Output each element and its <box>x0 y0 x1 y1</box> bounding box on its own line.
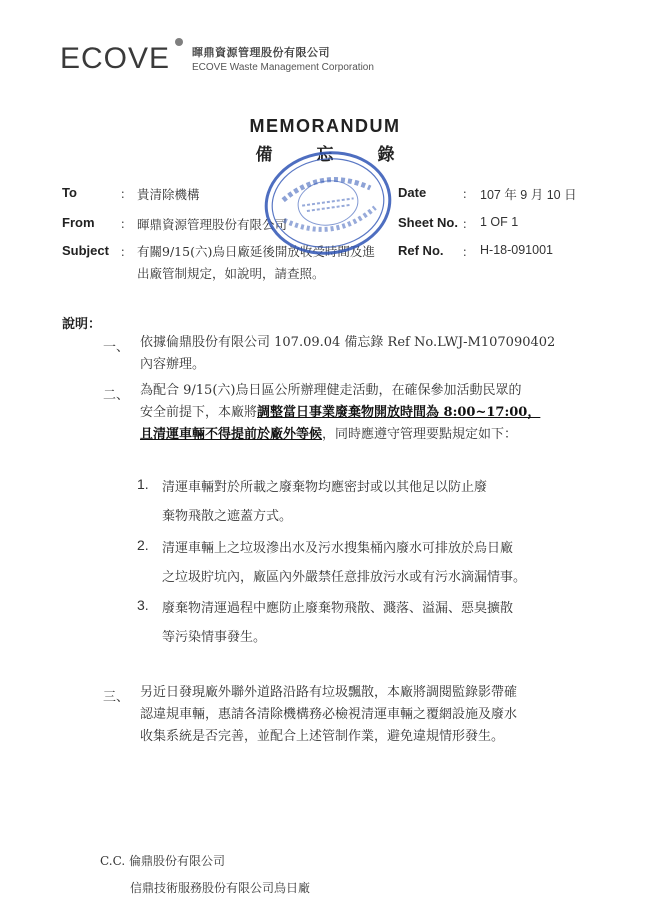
to-label: To <box>62 185 77 200</box>
memo-title: MEMORANDUM <box>249 116 401 136</box>
subject-value: 有關9/15(六)烏日廠延後開放收受時間及進出廠管制規定，如說明，請查照。 <box>137 244 375 281</box>
rule-2-number: 2. <box>137 537 149 553</box>
item-3-line3: 收集系統是否完善，並配合上述管制作業，避免違規情形發生。 <box>140 729 505 744</box>
rule-3-line2: 等污染情事發生。 <box>162 630 267 645</box>
rule-1-line1: 清運車輛對於所載之廢棄物均應密封或以其他足以防止廢 <box>162 480 488 495</box>
rule-3-line1: 廢棄物清運過程中應防止廢棄物飛散、濺落、溢漏、惡臭擴散 <box>162 601 514 616</box>
to-colon: ： <box>120 187 133 201</box>
logo-mark-icon <box>175 38 183 46</box>
from-colon: ： <box>120 217 133 231</box>
rule-2-line2: 之垃圾貯坑內，廠區內外嚴禁任意排放污水或有污水滴漏情事。 <box>162 570 527 585</box>
item-2-line3-emphasis: 且清運車輛不得提前於廠外等候 <box>140 427 323 442</box>
date-value: 107 年 9 月 10 日 <box>480 188 577 202</box>
company-logo: ECOVE <box>60 42 171 75</box>
rule-1-number: 1. <box>137 476 149 492</box>
from-label: From <box>62 215 95 230</box>
item-2-line3 <box>140 424 517 446</box>
sheet-label: Sheet No. <box>398 215 458 230</box>
subject-colon: ： <box>120 245 133 259</box>
explanation-label: 說明： <box>62 317 102 332</box>
ref-value: H-18-091001 <box>480 243 553 257</box>
ref-label: Ref No. <box>398 243 444 258</box>
memo-title-cn: 備忘錄 <box>255 145 439 165</box>
to-value: 貴清除機構 <box>137 187 200 202</box>
cc-recipient-1: 倫鼎股份有限公司 <box>128 854 225 868</box>
item-2-number: 二、 <box>103 388 130 403</box>
rule-2-line1: 清運車輛上之垃圾滲出水及污水搜集桶內廢水可排放於烏日廠 <box>162 541 514 556</box>
item-2-line2 <box>140 402 540 424</box>
item-3-number: 三、 <box>103 690 130 705</box>
cc-line-1 <box>100 852 225 869</box>
item-3-line2: 認違規車輛，惠請各清除機構務必檢視清運車輛之覆網設施及廢水 <box>140 707 518 722</box>
ref-colon: ： <box>462 245 475 259</box>
item-1-line2: 內容辦理。 <box>140 357 206 372</box>
company-name-en: ECOVE Waste Management Corporation <box>192 62 374 73</box>
from-value: 暉鼎資源管理股份有限公司 <box>137 217 288 232</box>
item-2-line1: 為配合 9/15(六)烏日區公所辦理健走活動，在確保參加活動民眾的 <box>140 383 522 398</box>
item-1-number: 一、 <box>103 340 130 355</box>
item-3-line1: 另近日發現廠外聯外道路沿路有垃圾飄散，本廠將調閱監錄影帶確 <box>140 685 518 700</box>
cc-label: C.C. <box>100 854 126 868</box>
cc-recipient-2: 信鼎技術服務股份有限公司烏日廠 <box>130 881 311 895</box>
company-seal-stamp <box>262 148 394 258</box>
item-2-line2-plain: 安全前提下，本廠將 <box>140 405 258 420</box>
date-label: Date <box>398 185 427 200</box>
item-1-line1: 依據倫鼎股份有限公司 107.09.04 備忘錄 Ref No.LWJ-M107090402 <box>140 335 556 350</box>
subject-label: Subject <box>62 243 109 258</box>
item-2-line3-plain: ，同時應遵守管理要點規定如下： <box>322 427 518 442</box>
rule-3-number: 3. <box>137 597 149 613</box>
date-colon: ： <box>462 187 475 201</box>
item-2-line2-emphasis: 調整當日事業廢棄物開放時間為 8:00~17:00， <box>257 405 541 420</box>
company-name-cn: 暉鼎資源管理股份有限公司 <box>192 46 330 59</box>
sheet-value: 1 OF 1 <box>480 215 519 229</box>
sheet-colon: ： <box>462 217 475 231</box>
rule-1-line2: 棄物飛散之遮蓋方式。 <box>162 509 293 524</box>
